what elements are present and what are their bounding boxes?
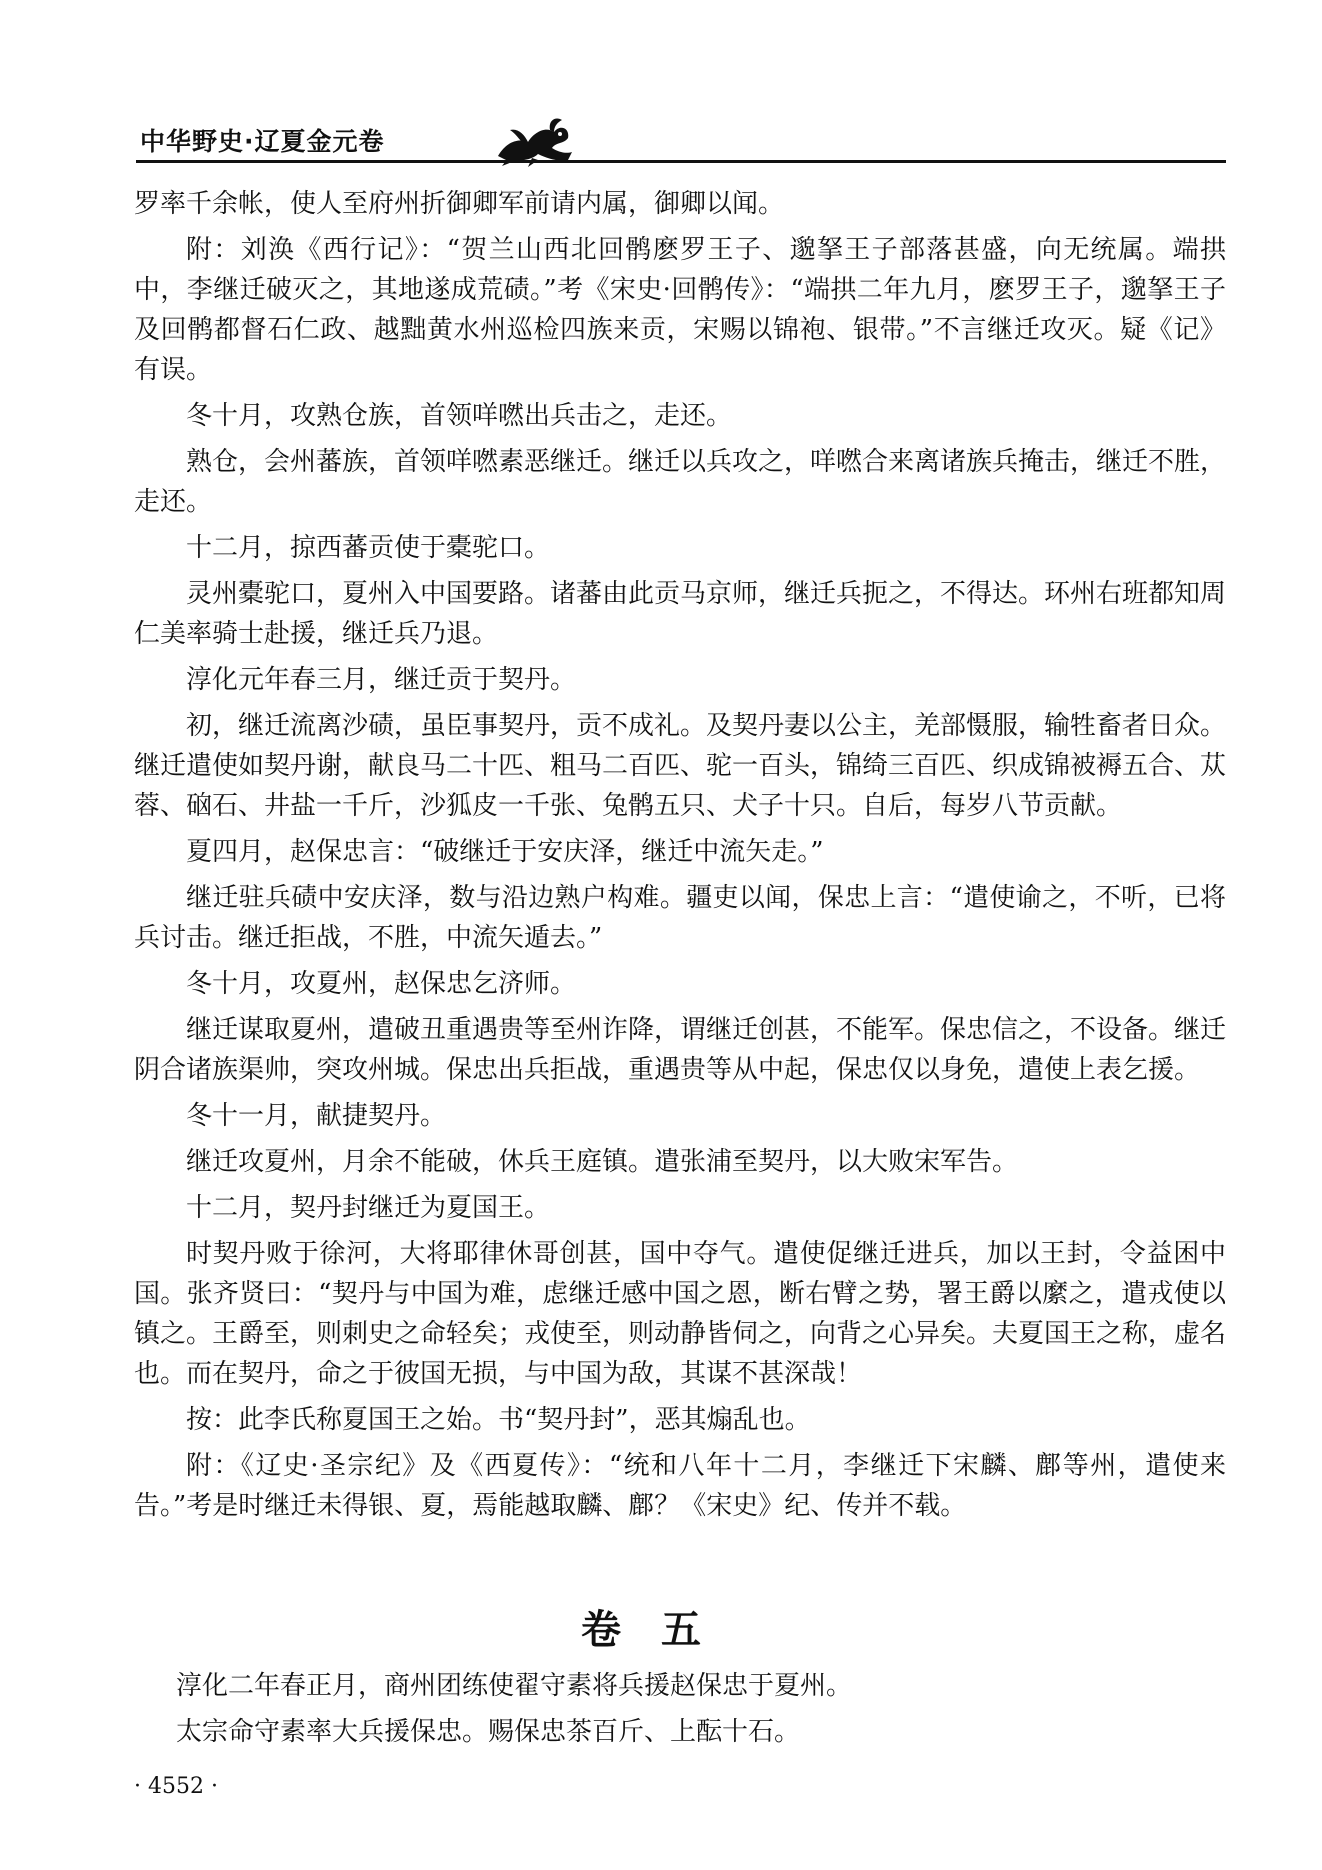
paragraph: 太宗命守素率大兵援保忠。赐保忠茶百斤、上酝十石。	[176, 1717, 801, 1747]
paragraph: 按：此李氏称夏国王之始。书“契丹封”，恶其煽乱也。	[186, 1405, 811, 1435]
paragraph: 罗率千余帐，使人至府州折御卿军前请内属，御卿以闻。	[134, 189, 785, 219]
paragraph: 附：刘涣《西行记》：“贺兰山西北回鹘麽罗王子、邈拏王子部落甚盛，向无统属。端拱中，李继迁破灭之，其地遂成荒碛。”考《宋史·回鹘传》：“端拱二年九月，麽罗王子，邈拏王子及回鹘都督石仁政、越黜黄水州巡检四族来贡，宋赐以锦袍、银带。”不言继迁攻灭。疑《记》有误。	[134, 235, 1226, 385]
paragraph: 冬十月，攻熟仓族，首领咩嘫出兵击之，走还。	[186, 401, 733, 431]
paragraph: 十二月，契丹封继迁为夏国王。	[186, 1193, 551, 1223]
paragraph: 淳化元年春三月，继迁贡于契丹。	[186, 665, 577, 695]
paragraph: 熟仓，会州蕃族，首领咩嘫素恶继迁。继迁以兵攻之，咩嘫合来离诸族兵掩击，继迁不胜，走还。	[134, 447, 1227, 517]
paragraph: 时契丹败于徐河，大将耶律休哥创甚，国中夺气。遣使促继迁进兵，加以王封，令益困中国。张齐贤曰：“契丹与中国为难，虑继迁感中国之恩，断右臂之势，署王爵以縻之，遣戎使以镇之。王爵至，则刺史之命轻矣；戎使至，则动静皆伺之，向背之心异矣。夫夏国王之称，虚名也。而在契丹，命之于彼国无损，与中国为敌，其谋不甚深哉！	[134, 1239, 1227, 1389]
page-number: · 4552 ·	[134, 1774, 218, 1799]
paragraph: 继迁攻夏州，月余不能破，休兵王庭镇。遣张浦至契丹，以大败宋军告。	[186, 1147, 1019, 1177]
paragraph: 继迁谋取夏州，遣破丑重遇贵等至州诈降，谓继迁创甚，不能军。保忠信之，不设备。继迁阴合诸族渠帅，突攻州城。保忠出兵拒战，重遇贵等从中起，保忠仅以身免，遣使上表乞援。	[134, 1015, 1227, 1085]
header-title: 中华野史·辽夏金元卷	[140, 127, 385, 156]
main-text	[134, 184, 1226, 1532]
running-header	[136, 112, 1226, 172]
paragraph: 淳化二年春正月，商州团练使翟守素将兵援赵保忠于夏州。	[176, 1671, 853, 1701]
chapter-title: 卷五	[581, 1607, 741, 1653]
paragraph: 夏四月，赵保忠言：“破继迁于安庆泽，继迁中流矢走。”	[186, 837, 824, 867]
paragraph: 冬十一月，献捷契丹。	[186, 1101, 447, 1131]
paragraph: 继迁驻兵碛中安庆泽，数与沿边熟户构难。疆吏以闻，保忠上言：“遣使谕之，不听，已将兵讨击。继迁拒战，不胜，中流矢遁去。”	[134, 883, 1226, 953]
paragraph: 冬十月，攻夏州，赵保忠乞济师。	[186, 969, 577, 999]
header-rule	[136, 160, 1226, 163]
paragraph: 初，继迁流离沙碛，虽臣事契丹，贡不成礼。及契丹妻以公主，羌部慑服，输牲畜者日众。继迁遣使如契丹谢，献良马二十匹、粗马二百匹、驼一百头，锦绮三百匹、织成锦被褥五合、苁蓉、硇石、井盐一千斤，沙狐皮一千张、兔鹘五只、犬子十只。自后，每岁八节贡献。	[134, 711, 1227, 821]
paragraph: 灵州橐驼口，夏州入中国要路。诸蕃由此贡马京师，继迁兵扼之，不得达。环州右班都知周仁美率骑士赴援，继迁兵乃退。	[134, 579, 1227, 649]
paragraph: 附：《辽史·圣宗纪》及《西夏传》：“统和八年十二月，李继迁下宋麟、鄜等州，遣使来告。”考是时继迁未得银、夏，焉能越取麟、鄜？《宋史》纪、传并不载。	[134, 1451, 1226, 1521]
chapter-text	[176, 1666, 1226, 1758]
paragraph: 十二月，掠西蕃贡使于橐驼口。	[186, 533, 551, 563]
